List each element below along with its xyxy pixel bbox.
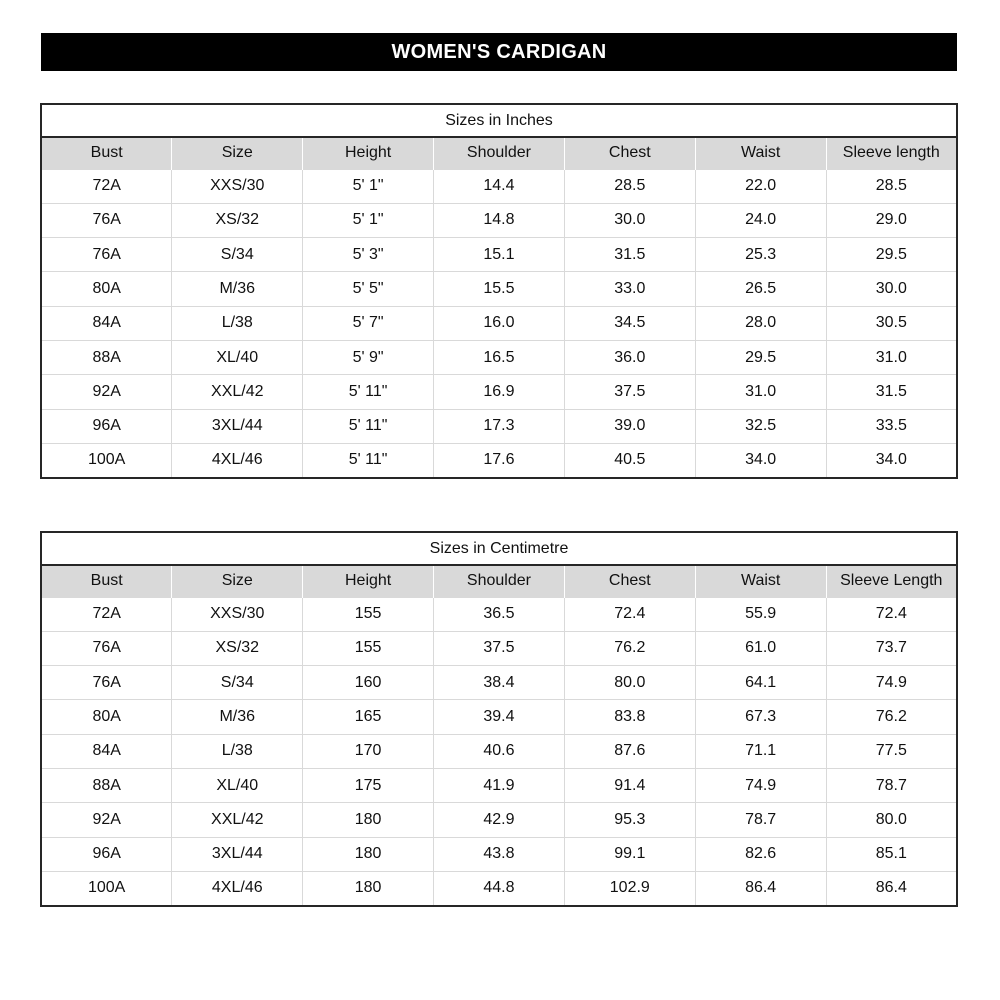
table-cell: 30.0 (564, 203, 695, 237)
table-cell: 160 (303, 666, 434, 700)
table-cell: 76.2 (564, 631, 695, 665)
table-header-row (41, 565, 957, 597)
table-body (41, 169, 957, 478)
table-cell: 44.8 (434, 871, 565, 905)
table-cell: 78.7 (826, 768, 957, 802)
table-cell: 37.5 (564, 375, 695, 409)
table-cell: 28.5 (826, 169, 957, 203)
table-cell: 28.0 (695, 306, 826, 340)
column-header: Bust (41, 137, 172, 169)
table-cell: 74.9 (695, 768, 826, 802)
table-cell: 180 (303, 837, 434, 871)
table-row (41, 169, 957, 203)
table-cell: 31.5 (826, 375, 957, 409)
table-cell: 84A (41, 734, 172, 768)
column-header: Sleeve length (826, 137, 957, 169)
table-cell: S/34 (172, 666, 303, 700)
sizes-inches-table (40, 103, 958, 479)
table-cell: XXS/30 (172, 169, 303, 203)
column-header: Bust (41, 565, 172, 597)
table-title: Sizes in Centimetre (41, 532, 957, 565)
table-cell: 15.1 (434, 238, 565, 272)
table-cell: 67.3 (695, 700, 826, 734)
table-cell: 96A (41, 837, 172, 871)
table-cell: 34.5 (564, 306, 695, 340)
table-cell: 36.0 (564, 340, 695, 374)
table-cell: 5' 3" (303, 238, 434, 272)
table-cell: M/36 (172, 700, 303, 734)
table-cell: 5' 11" (303, 443, 434, 477)
table-cell: 38.4 (434, 666, 565, 700)
table-cell: 165 (303, 700, 434, 734)
table-cell: 34.0 (826, 443, 957, 477)
table-cell: 29.0 (826, 203, 957, 237)
table-cell: 28.5 (564, 169, 695, 203)
table-cell: 77.5 (826, 734, 957, 768)
table-title-row (41, 104, 957, 137)
table-title-row (41, 532, 957, 565)
table-cell: 71.1 (695, 734, 826, 768)
table-cell: 22.0 (695, 169, 826, 203)
table-cell: 5' 7" (303, 306, 434, 340)
table-cell: 43.8 (434, 837, 565, 871)
table-cell: 16.9 (434, 375, 565, 409)
table-row (41, 871, 957, 905)
table-cell: 175 (303, 768, 434, 802)
table-cell: 76A (41, 631, 172, 665)
table-cell: 32.5 (695, 409, 826, 443)
table-cell: M/36 (172, 272, 303, 306)
column-header: Height (303, 565, 434, 597)
table-cell: 14.4 (434, 169, 565, 203)
table-cell: 80.0 (564, 666, 695, 700)
table-row (41, 768, 957, 802)
title-banner (41, 33, 957, 71)
table-row (41, 837, 957, 871)
table-cell: 24.0 (695, 203, 826, 237)
table-cell: 5' 1" (303, 203, 434, 237)
table-cell: 76.2 (826, 700, 957, 734)
column-header: Sleeve Length (826, 565, 957, 597)
table-cell: 15.5 (434, 272, 565, 306)
column-header: Waist (695, 137, 826, 169)
table-cell: 30.0 (826, 272, 957, 306)
table-row (41, 734, 957, 768)
table-cell: 72A (41, 597, 172, 631)
table-row (41, 340, 957, 374)
table-cell: 17.6 (434, 443, 565, 477)
table-cell: 99.1 (564, 837, 695, 871)
table-row (41, 803, 957, 837)
table-cell: 72A (41, 169, 172, 203)
table-row (41, 700, 957, 734)
table-cell: 39.4 (434, 700, 565, 734)
column-header: Shoulder (434, 565, 565, 597)
table-cell: 39.0 (564, 409, 695, 443)
table-cell: XL/40 (172, 768, 303, 802)
table-cell: 29.5 (695, 340, 826, 374)
table-cell: XL/40 (172, 340, 303, 374)
table-cell: 78.7 (695, 803, 826, 837)
table-cell: XXL/42 (172, 803, 303, 837)
table-cell: 88A (41, 768, 172, 802)
table-title: Sizes in Inches (41, 104, 957, 137)
table-cell: L/38 (172, 306, 303, 340)
table-row (41, 375, 957, 409)
table-cell: 86.4 (826, 871, 957, 905)
table-row (41, 631, 957, 665)
table-cell: 29.5 (826, 238, 957, 272)
table-row (41, 306, 957, 340)
table-cell: 61.0 (695, 631, 826, 665)
table-cell: 4XL/46 (172, 871, 303, 905)
table-cell: 83.8 (564, 700, 695, 734)
column-header: Size (172, 137, 303, 169)
column-header: Chest (564, 137, 695, 169)
table-row (41, 203, 957, 237)
table-row (41, 272, 957, 306)
table-cell: 180 (303, 803, 434, 837)
table-cell: 55.9 (695, 597, 826, 631)
table-cell: 33.5 (826, 409, 957, 443)
table-cell: 40.6 (434, 734, 565, 768)
table-cell: 170 (303, 734, 434, 768)
table-cell: 31.0 (695, 375, 826, 409)
table-cell: 155 (303, 597, 434, 631)
table-cell: 42.9 (434, 803, 565, 837)
column-header: Chest (564, 565, 695, 597)
table-row (41, 443, 957, 477)
table-header-row (41, 137, 957, 169)
column-header: Shoulder (434, 137, 565, 169)
table-cell: 14.8 (434, 203, 565, 237)
table-cell: 88A (41, 340, 172, 374)
table-cell: 92A (41, 375, 172, 409)
table-row (41, 238, 957, 272)
table-cell: 86.4 (695, 871, 826, 905)
table-cell: 180 (303, 871, 434, 905)
table-cell: 72.4 (564, 597, 695, 631)
table-cell: 64.1 (695, 666, 826, 700)
table-cell: 82.6 (695, 837, 826, 871)
table-cell: 76A (41, 238, 172, 272)
table-cell: 80A (41, 272, 172, 306)
table-cell: 40.5 (564, 443, 695, 477)
table-cell: 96A (41, 409, 172, 443)
sizes-centimetre-table (40, 531, 958, 907)
table-cell: 26.5 (695, 272, 826, 306)
table-cell: 92A (41, 803, 172, 837)
table-cell: XS/32 (172, 203, 303, 237)
table-cell: 31.5 (564, 238, 695, 272)
table-cell: 76A (41, 203, 172, 237)
table-cell: 74.9 (826, 666, 957, 700)
table-cell: 3XL/44 (172, 837, 303, 871)
column-header: Height (303, 137, 434, 169)
table-cell: 31.0 (826, 340, 957, 374)
table-cell: 3XL/44 (172, 409, 303, 443)
table-row (41, 666, 957, 700)
table-cell: 34.0 (695, 443, 826, 477)
table-cell: 5' 11" (303, 375, 434, 409)
table-cell: 80.0 (826, 803, 957, 837)
table-cell: 84A (41, 306, 172, 340)
table-cell: 76A (41, 666, 172, 700)
page-title: WOMEN'S CARDIGAN (391, 40, 607, 63)
table-cell: 5' 5" (303, 272, 434, 306)
table-cell: L/38 (172, 734, 303, 768)
table-body (41, 597, 957, 906)
table-cell: XXS/30 (172, 597, 303, 631)
table-row (41, 409, 957, 443)
column-header: Size (172, 565, 303, 597)
table-cell: 91.4 (564, 768, 695, 802)
table-cell: 36.5 (434, 597, 565, 631)
table-cell: 5' 9" (303, 340, 434, 374)
table-cell: XS/32 (172, 631, 303, 665)
table-cell: 25.3 (695, 238, 826, 272)
table-cell: 73.7 (826, 631, 957, 665)
table-cell: 95.3 (564, 803, 695, 837)
table-cell: 41.9 (434, 768, 565, 802)
column-header: Waist (695, 565, 826, 597)
table-cell: XXL/42 (172, 375, 303, 409)
table-cell: 72.4 (826, 597, 957, 631)
table-cell: 30.5 (826, 306, 957, 340)
table-row (41, 597, 957, 631)
table-cell: 87.6 (564, 734, 695, 768)
table-cell: 17.3 (434, 409, 565, 443)
table-cell: 16.0 (434, 306, 565, 340)
table-cell: 102.9 (564, 871, 695, 905)
table-cell: 100A (41, 871, 172, 905)
table-cell: 5' 1" (303, 169, 434, 203)
table-cell: 155 (303, 631, 434, 665)
table-cell: 33.0 (564, 272, 695, 306)
table-cell: 4XL/46 (172, 443, 303, 477)
table-cell: 37.5 (434, 631, 565, 665)
table-cell: 100A (41, 443, 172, 477)
table-cell: S/34 (172, 238, 303, 272)
table-cell: 16.5 (434, 340, 565, 374)
table-cell: 80A (41, 700, 172, 734)
table-cell: 85.1 (826, 837, 957, 871)
table-cell: 5' 11" (303, 409, 434, 443)
